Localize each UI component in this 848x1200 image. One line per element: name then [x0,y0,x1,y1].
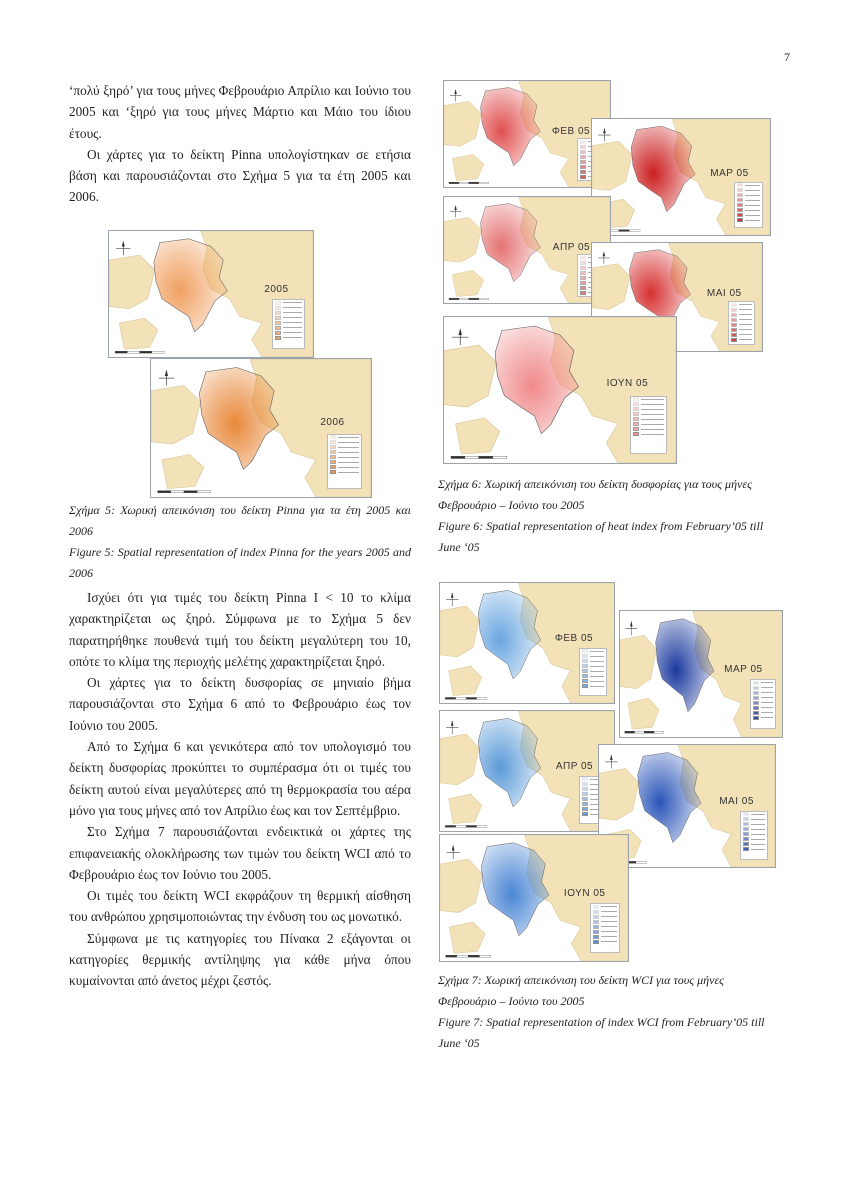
map-panel-label: ΦΕΒ 05 [551,125,591,137]
legend-swatch [737,183,743,187]
legend-swatch [582,777,588,781]
paragraph-4: Οι χάρτες για το δείκτη δυσφορίας σε μηνιαίο βήμα παρουσιάζονται στο Σχήμα 6 από το Φεβρουάριο έως τον Ιούνιο του 2005. [69,675,411,733]
legend-value-line [761,697,773,698]
legend-swatch [580,261,586,265]
legend-value-line [590,686,604,687]
legend-swatch [743,822,749,826]
legend-swatch [593,925,599,929]
legend-value-line [590,651,604,652]
legend-value-line [641,419,664,420]
map-panel-label: ΜΑΡ 05 [710,167,749,179]
legend-value-line [745,215,759,216]
scale-bar [446,955,491,957]
legend-value-line [751,819,765,820]
legend-value-line [601,926,617,927]
legend-swatch [330,440,336,444]
scale-bar [625,731,664,733]
legend-swatch [275,311,281,315]
legend-row [328,470,361,475]
legend-swatch [593,905,599,909]
map-legend [630,396,667,454]
legend-swatch [580,170,586,174]
legend-swatch [737,218,743,222]
legend-row [580,684,606,689]
legend-swatch [743,827,749,831]
legend-swatch [731,318,737,322]
legend-value-line [745,220,759,221]
legend-swatch [580,276,586,280]
legend-swatch [330,465,336,469]
legend-swatch [731,333,737,337]
legend-value-line [641,429,664,430]
legend-value-line [601,906,617,907]
legend-value-line [283,307,302,308]
legend-value-line [751,814,765,815]
map-legend [728,301,755,344]
legend-value-line [745,190,759,191]
fig5-map-2006 [150,358,372,498]
legend-value-line [601,936,617,937]
legend-swatch [593,920,599,924]
legend-value-line [761,707,773,708]
map-panel-label: ΙΟΥΝ 05 [606,378,649,390]
legend-value-line [641,409,664,410]
paragraph-3: Ισχύει ότι για τιμές του δείκτη Pinna I < 10 το κλίμα χαρακτηρίζεται ως ξηρό. Σύμφωνα με το Σχήμα 5 δεν παρατηρήθηκε πουθενά τιμή του δείκτη μεγαλύτερη του 10, οπότε το κλίμα της περιοχής μελέτης χαρακτηρίζεται ξηρό. [69,590,411,669]
legend-value-line [641,399,664,400]
legend-swatch [633,402,639,406]
legend-row [631,432,666,437]
legend-value-line [641,414,664,415]
map-legend [590,903,620,953]
legend-value-line [761,717,773,718]
legend-swatch [753,716,759,720]
legend-swatch [275,336,281,340]
legend-value-line [641,424,664,425]
map-legend [740,811,768,860]
map-panel-label: 2006 [320,416,345,428]
legend-value-line [601,921,617,922]
fig5-caption-greek: Σχήμα 5: Χωρική απεικόνιση του δείκτη Pinna για τα έτη 2005 και 2006 [69,503,411,538]
legend-swatch [580,150,586,154]
map-panel-label: ΦΕΒ 05 [554,633,594,645]
legend-swatch [330,445,336,449]
legend-swatch [582,812,588,816]
legend-swatch [582,787,588,791]
legend-value-line [751,839,765,840]
legend-swatch [633,427,639,431]
legend-swatch [330,470,336,474]
scale-bar [445,697,487,699]
legend-swatch [582,674,588,678]
legend-swatch [582,649,588,653]
fig6-caption-english: Figure 6: Spatial representation of heat index from February’05 till June ‘05 [438,519,764,554]
fig7-map-apr [439,710,615,832]
legend-value-line [751,844,765,845]
legend-value-line [739,319,752,320]
scale-bar [449,182,489,184]
map-legend [579,648,607,696]
legend-swatch [743,812,749,816]
legend-value-line [590,671,604,672]
legend-swatch [582,664,588,668]
legend-swatch [737,208,743,212]
legend-swatch [731,328,737,332]
scale-bar [445,825,487,827]
legend-value-line [283,337,302,338]
legend-swatch [582,807,588,811]
legend-swatch [582,654,588,658]
legend-value-line [745,205,759,206]
legend-value-line [739,314,752,315]
map-panel-label: ΜΑΙ 05 [719,796,754,808]
legend-row [741,847,767,852]
legend-swatch [753,696,759,700]
legend-swatch [580,266,586,270]
legend-swatch [582,659,588,663]
legend-swatch [633,432,639,436]
legend-swatch [580,140,586,144]
legend-value-line [601,916,617,917]
paragraph-2: Οι χάρτες για το δείκτη Pinna υπολογίστηκαν σε ετήσια βάση και παρουσιάζονται στο Σχήμα 5 για τα έτη 2005 και 2006. [69,146,411,205]
legend-swatch [743,837,749,841]
map-legend [327,434,362,489]
legend-swatch [330,435,336,439]
legend-swatch [580,165,586,169]
legend-value-line [739,339,752,340]
scale-bar [449,298,489,300]
legend-swatch [580,281,586,285]
legend-value-line [751,824,765,825]
legend-swatch [275,326,281,330]
legend-swatch [593,910,599,914]
legend-value-line [751,849,765,850]
legend-value-line [338,462,359,463]
legend-row [591,939,619,944]
legend-swatch [753,686,759,690]
legend-swatch [580,145,586,149]
legend-swatch [633,422,639,426]
legend-swatch [582,802,588,806]
map-panel-label: ΑΠΡ 05 [555,761,594,773]
legend-swatch [633,412,639,416]
legend-value-line [283,312,302,313]
fig5-caption-english: Figure 5: Spatial representation of index Pinna for the years 2005 and 2006 [69,545,411,580]
paragraph-6: Στο Σχήμα 7 παρουσιάζονται ενδεικτικά οι χάρτες της επιφανειακής ολοκλήρωσης των τιμών του δείκτη WCI από το Φεβρουάριο έως τον Ιούνιο του 2005. [69,824,411,882]
legend-swatch [275,321,281,325]
page-number: 7 [784,50,790,64]
legend-value-line [641,434,664,435]
legend-swatch [737,203,743,207]
legend-swatch [582,782,588,786]
legend-swatch [737,198,743,202]
legend-swatch [580,256,586,260]
legend-value-line [338,447,359,448]
legend-value-line [283,317,302,318]
legend-value-line [338,467,359,468]
legend-value-line [338,452,359,453]
left-column-top [69,80,411,208]
legend-value-line [590,676,604,677]
legend-row [729,337,754,342]
scale-bar [115,351,164,353]
legend-value-line [283,322,302,323]
legend-value-line [338,442,359,443]
map-legend [750,679,776,729]
legend-swatch [743,817,749,821]
map-legend [272,299,305,349]
legend-swatch [753,711,759,715]
legend-value-line [739,329,752,330]
legend-swatch [330,450,336,454]
legend-row [751,715,775,720]
legend-swatch [275,331,281,335]
fig6-caption [438,474,783,558]
legend-swatch [593,940,599,944]
map-panel-label: ΙΟΥΝ 05 [563,887,606,899]
fig6-caption-greek: Σχήμα 6: Χωρική απεικόνιση του δείκτη δυσφορίας για τους μήνες Φεβρουάριο – Ιούνιο του 2005 [438,477,752,512]
legend-swatch [737,188,743,192]
legend-swatch [582,679,588,683]
legend-swatch [330,455,336,459]
legend-value-line [745,195,759,196]
legend-swatch [753,681,759,685]
legend-value-line [739,309,752,310]
legend-swatch [743,832,749,836]
fig7-map-feb [439,582,615,704]
legend-value-line [739,334,752,335]
map-panel-label: ΑΠΡ 05 [552,241,591,253]
legend-value-line [739,324,752,325]
fig7-map-mar [619,610,783,738]
legend-swatch [593,935,599,939]
legend-swatch [731,308,737,312]
map-legend [734,182,762,228]
legend-value-line [761,712,773,713]
legend-value-line [739,304,752,305]
fig6-map-jun [443,316,677,464]
legend-value-line [338,437,359,438]
fig6-map-feb [443,80,611,188]
legend-swatch [753,691,759,695]
legend-value-line [761,682,773,683]
map-panel-label: 2005 [264,283,289,295]
legend-value-line [751,829,765,830]
left-column-bottom [69,587,411,992]
legend-swatch [753,706,759,710]
legend-value-line [601,931,617,932]
legend-value-line [601,911,617,912]
scale-bar [158,491,211,493]
fig5-caption [69,500,411,584]
legend-value-line [601,941,617,942]
legend-value-line [761,687,773,688]
paragraph-7: Οι τιμές του δείκτη WCI εκφράζουν τη θερμική αίσθηση του ανθρώπου χρησιμοποιώντας την ένδυση του ως μονωτικό. [69,888,411,925]
legend-value-line [590,681,604,682]
legend-swatch [731,313,737,317]
legend-value-line [745,185,759,186]
paragraph-1: ‘πολύ ξηρό’ για τους μήνες Φεβρουάριο Απρίλιο και Ιούνιο του 2005 και ‘ξηρό για τους μήνες Μάρτιο και Μάιο του ίδιου έτους. [69,83,411,141]
legend-swatch [580,271,586,275]
paragraph-5: Από το Σχήμα 6 και γενικότερα από τον υπολογισμό του δείκτη δυσφορίας προκύπτει το συμπέρασμα ότι οι τιμές του δείκτη αυτού είναι μεγαλύτερες από τη θερμοκρασία του αέρα μόνο για τους μήνες από τον Απρίλιο έως και τον Σεπτέμβριο. [69,739,411,818]
legend-value-line [590,666,604,667]
legend-swatch [737,193,743,197]
legend-value-line [761,692,773,693]
scale-bar [451,456,507,458]
fig7-caption-english: Figure 7: Spatial representation of index WCI from February’05 till June ‘05 [438,1015,765,1050]
fig7-map-jun [439,834,629,962]
legend-swatch [737,213,743,217]
legend-swatch [582,684,588,688]
legend-swatch [275,306,281,310]
legend-swatch [731,303,737,307]
legend-swatch [633,397,639,401]
legend-value-line [283,302,302,303]
legend-swatch [275,316,281,320]
legend-value-line [283,332,302,333]
legend-swatch [593,915,599,919]
legend-swatch [580,175,586,179]
legend-swatch [753,701,759,705]
legend-row [273,335,304,340]
legend-swatch [580,286,586,290]
legend-value-line [761,702,773,703]
legend-swatch [582,669,588,673]
legend-swatch [593,930,599,934]
paragraph-8: Σύμφωνα με τις κατηγορίες του Πίνακα 2 εξάγονται οι κατηγορίες θερμικής αντίληψης για κάθε μήνα όπου κυμαίνονται από άνετος μέχρι ζεστός. [69,930,411,989]
legend-value-line [745,210,759,211]
legend-swatch [731,338,737,342]
fig7-caption-greek: Σχήμα 7: Χωρική απεικόνιση του δείκτη WCI για τους μήνες Φεβρουάριο – Ιούνιο του 2005 [438,973,725,1008]
legend-swatch [582,797,588,801]
legend-swatch [582,792,588,796]
fig6-map-apr [443,196,611,304]
legend-value-line [590,661,604,662]
legend-swatch [580,160,586,164]
fig7-caption [438,970,783,1054]
legend-value-line [590,656,604,657]
legend-swatch [330,460,336,464]
legend-swatch [580,291,586,295]
fig5-map-2005 [108,230,314,358]
map-panel-label: ΜΑΡ 05 [724,663,763,675]
legend-swatch [580,155,586,159]
legend-row [735,218,761,223]
legend-swatch [743,842,749,846]
legend-swatch [633,407,639,411]
legend-value-line [338,472,359,473]
legend-swatch [633,417,639,421]
legend-value-line [745,200,759,201]
legend-swatch [743,847,749,851]
legend-value-line [641,404,664,405]
legend-value-line [338,457,359,458]
legend-swatch [275,301,281,305]
legend-value-line [283,327,302,328]
legend-value-line [751,834,765,835]
map-panel-label: ΜΑΙ 05 [706,288,742,300]
legend-swatch [731,323,737,327]
fig6-map-mar [591,118,771,236]
